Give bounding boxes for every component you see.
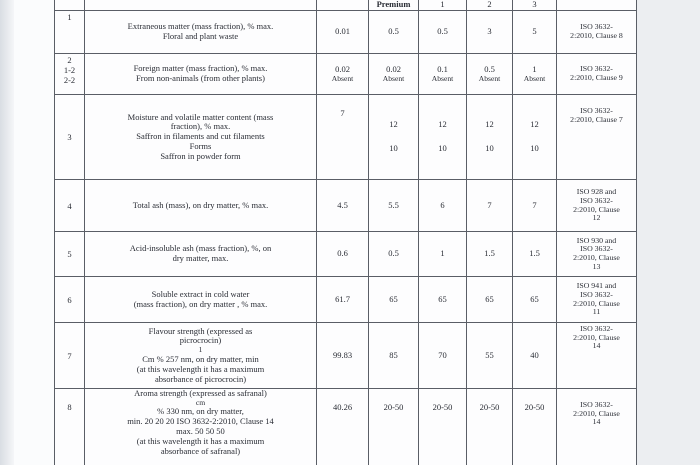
row-number: 7 [55,323,85,389]
characteristic-cell: Extraneous matter (mass fraction), % max. Floral and plant waste [85,11,317,54]
value-cell: 65 [419,277,467,323]
table-row [55,232,637,277]
test-method-cell: ISO 3632- 2:2010, Clause 14 [557,389,637,465]
header-cell-grade [467,0,513,11]
value-cell: 0.02 Absent [369,54,419,95]
value-cell: 1.5 [467,232,513,277]
value-cell: 20-50 [419,389,467,465]
table-row [55,95,637,180]
value-cell: 55 [467,323,513,389]
scan-shadow [0,0,14,465]
value-cell: 70 [419,323,467,389]
value-cell: 0.1 Absent [419,54,467,95]
header-cell-sample [317,0,369,11]
page-margin [636,0,700,465]
test-method-cell: ISO 941 and ISO 3632- 2:2010, Clause 11 [557,277,637,323]
characteristic-cell: Acid-insoluble ash (mass fraction), %, on dry matter, max. [85,232,317,277]
characteristic-cell: Aroma strength (expressed as safranal) cm % 330 nm, on dry matter, min. 20 20 20 ISO 3632-2:2010, Clause 14 max. 50 50 50 (at this wavelength it has a maximum absorbance of safranal) [85,389,317,465]
value-cell: 3 [467,11,513,54]
value-cell: 7 [513,180,557,232]
table-row [55,54,637,95]
test-method-cell: ISO 3632- 2:2010, Clause 14 [557,323,637,389]
table-row [55,180,637,232]
grade-label: 2 [487,0,492,10]
row-number: 8 [55,389,85,465]
value-cell: 4.5 [317,180,369,232]
test-method-cell: ISO 3632- 2:2010, Clause 7 [557,95,637,180]
test-method-cell: ISO 3632- 2:2010, Clause 8 [557,11,637,54]
value-cell: 0.5 [369,11,419,54]
characteristic-cell: Flavour strength (expressed as picrocrocin) 1 Cm % 257 nm, on dry matter, min (at this wavelength it has a maximum absorbance of picrocrocin) [85,323,317,389]
header-cell-grade [513,0,557,11]
characteristic-cell: Moisture and volatile matter content (mass fraction), % max. Saffron in filaments and cut filaments Forms Saffron in powder form [85,95,317,180]
characteristic-cell: Soluble extract in cold water (mass fraction), on dry matter , % max. [85,277,317,323]
row-number: 2 1-2 2-2 [55,54,85,95]
test-method-cell: ISO 928 and ISO 3632- 2:2010, Clause 12 [557,180,637,232]
value-cell: 65 [467,277,513,323]
value-cell: 6 [419,180,467,232]
saffron-specification-table [54,0,637,465]
grade-label: 1 [440,0,445,10]
value-cell: 0.5 Absent [467,54,513,95]
value-cell: 61.7 [317,277,369,323]
value-cell: 0.5 [419,11,467,54]
table-row [55,11,637,54]
table-row [55,389,637,465]
value-cell: 0.02 Absent [317,54,369,95]
test-method-cell: ISO 3632- 2:2010, Clause 9 [557,54,637,95]
value-cell: 1 Absent [513,54,557,95]
value-cell: 20-50 [369,389,419,465]
header-cell-method [557,0,637,11]
value-cell: 1.5 [513,232,557,277]
grade-label: 3 [532,0,537,10]
value-cell: 7 [467,180,513,232]
value-cell: 12 10 [513,95,557,180]
characteristic-cell: Foreign matter (mass fraction), % max. From non-animals (from other plants) [85,54,317,95]
value-cell: 40.26 [317,389,369,465]
row-number: 3 [55,95,85,180]
row-number: 6 [55,277,85,323]
value-cell: 0.01 [317,11,369,54]
value-cell: 99.83 [317,323,369,389]
value-cell: 65 [369,277,419,323]
header-cell-grade [419,0,467,11]
value-cell: 5 [513,11,557,54]
header-cell-grade [369,0,419,11]
test-method-cell: ISO 930 and ISO 3632- 2:2010, Clause 13 [557,232,637,277]
value-cell: 20-50 [467,389,513,465]
value-cell: 40 [513,323,557,389]
row-number: 4 [55,180,85,232]
row-number: 5 [55,232,85,277]
value-cell: 0.5 [369,232,419,277]
table-header-row [55,0,637,11]
value-cell: 12 10 [369,95,419,180]
value-cell: 20-50 [513,389,557,465]
value-cell: 12 10 [419,95,467,180]
value-cell: 65 [513,277,557,323]
table-row [55,277,637,323]
value-cell: 85 [369,323,419,389]
characteristic-cell: Total ash (mass), on dry matter, % max. [85,180,317,232]
value-cell: 7 [317,95,369,180]
header-cell-no [55,0,85,11]
row-number: 1 [55,11,85,54]
grade-label: Premium [376,0,411,10]
value-cell: 1 [419,232,467,277]
header-cell-characteristic [85,0,317,11]
value-cell: 0.6 [317,232,369,277]
value-cell: 5.5 [369,180,419,232]
table-row [55,323,637,389]
value-cell: 12 10 [467,95,513,180]
